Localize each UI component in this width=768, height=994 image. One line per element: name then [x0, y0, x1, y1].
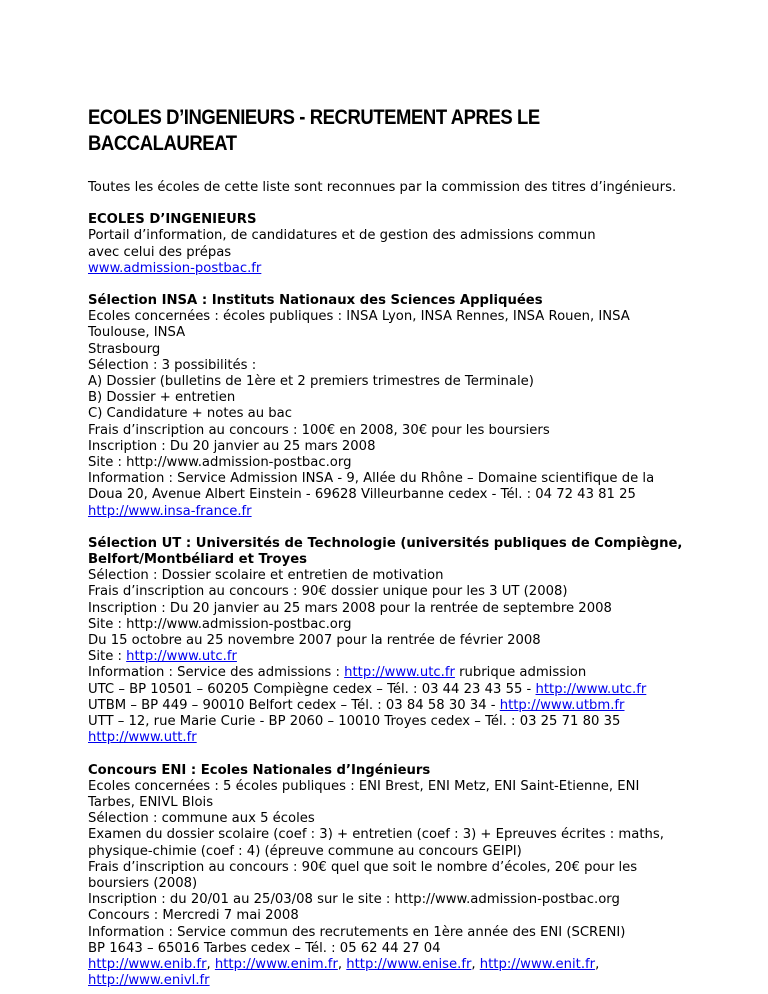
text-line: Strasbourg — [88, 341, 161, 357]
text-line: Frais d’inscription au concours : 100€ en 2008, 30€ pour les boursiers — [88, 422, 550, 438]
text-line: Ecoles concernées : 5 écoles publiques : ENI Brest, ENI Metz, ENI Saint-Etienne, ENI — [88, 778, 640, 794]
text-line: Portail d’information, de candidatures et de gestion des admissions commun — [88, 228, 596, 244]
text-line: physique-chimie (coef : 4) (épreuve commune au concours GEIPI) — [88, 843, 522, 859]
insa-france-link[interactable]: http://www.insa-france.fr — [88, 503, 252, 519]
text-line: Ecoles concernées : écoles publiques : INSA Lyon, INSA Rennes, INSA Rouen, INSA — [88, 309, 630, 325]
text-line: Sélection : 3 possibilités : — [88, 357, 257, 373]
info-line: Information : Service des admissions : http://www.utc.fr rubrique admission — [88, 665, 587, 681]
section-ecoles — [88, 212, 688, 277]
enise-link[interactable]: http://www.enise.fr — [346, 956, 472, 972]
intro-text: Toutes les écoles de cette liste sont reconnues par la commission des titres d’ingénieurs. — [88, 180, 677, 195]
text-line: BP 1643 – 65016 Tarbes cedex – Tél. : 05 62 44 27 04 — [88, 940, 441, 956]
utc-link[interactable]: http://www.utc.fr — [126, 649, 237, 665]
text-line: Site : http://www.admission-postbac.org — [88, 455, 352, 471]
text-line: Site : http://www.admission-postbac.org — [88, 616, 352, 632]
utc-link[interactable]: http://www.utc.fr — [344, 665, 455, 681]
document-page — [88, 104, 688, 989]
text-line: Concours : Mercredi 7 mai 2008 — [88, 908, 299, 924]
text-line: Frais d’inscription au concours : 90€ quel que soit le nombre d’écoles, 20€ pour les — [88, 859, 638, 875]
text-line: Inscription : Du 20 janvier au 25 mars 2008 pour la rentrée de septembre 2008 — [88, 600, 612, 616]
text-line: A) Dossier (bulletins de 1ère et 2 premiers trimestres de Terminale) — [88, 374, 534, 390]
address-line: UTT – 12, rue Marie Curie - BP 2060 – 10010 Troyes cedex – Tél. : 03 25 71 80 35 — [88, 714, 621, 730]
section-insa — [88, 293, 688, 520]
enit-link[interactable]: http://www.enit.fr — [479, 956, 596, 972]
text-line: Doua 20, Avenue Albert Einstein - 69628 Villeurbanne cedex - Tél. : 04 72 43 81 25 — [88, 487, 636, 503]
address-line: UTC – BP 10501 – 60205 Compiègne cedex – Tél. : 03 44 23 43 55 - http://www.utc.fr — [88, 681, 647, 697]
text-line: Toulouse, INSA — [88, 325, 186, 341]
text-line: Tarbes, ENIVL Blois — [88, 794, 214, 810]
text-line: Examen du dossier scolaire (coef : 3) + entretien (coef : 3) + Epreuves écrites : maths, — [88, 827, 664, 843]
text-line: Information : Service Admission INSA - 9, Allée du Rhône – Domaine scientifique de la — [88, 471, 655, 487]
site-line: Site : http://www.utc.fr — [88, 649, 237, 665]
section-heading: Sélection UT : Universités de Technologie (universités publiques de Compiègne, — [88, 535, 683, 551]
section-heading-cont: Belfort/Montbéliard et Troyes — [88, 552, 308, 568]
title-line: BACCALAUREAT — [88, 131, 237, 155]
text-line: Frais d’inscription au concours : 90€ dossier unique pour les 3 UT (2008) — [88, 584, 568, 600]
address-line: UTBM – BP 449 – 90010 Belfort cedex – Tél. : 03 84 58 30 34 - http://www.utbm.fr — [88, 697, 625, 713]
utbm-link[interactable]: http://www.utbm.fr — [499, 697, 625, 713]
admission-postbac-link[interactable]: www.admission-postbac.fr — [88, 260, 262, 276]
utc-link[interactable]: http://www.utc.fr — [535, 681, 647, 697]
utt-link[interactable]: http://www.utt.fr — [88, 730, 197, 746]
section-heading: ECOLES D’INGENIEURS — [88, 212, 257, 228]
text-line: Du 15 octobre au 25 novembre 2007 pour la rentrée de février 2008 — [88, 633, 541, 649]
text-line: avec celui des prépas — [88, 244, 232, 260]
text-line: Information : Service commun des recrutements en 1ère année des ENI (SCRENI) — [88, 924, 626, 940]
text-line: Inscription : du 20/01 au 25/03/08 sur le site : http://www.admission-postbac.org — [88, 892, 620, 908]
text-line: C) Candidature + notes au bac — [88, 406, 292, 422]
text-line: Sélection : Dossier scolaire et entretien de motivation — [88, 568, 444, 584]
enivl-link[interactable]: http://www.enivl.fr — [88, 973, 210, 989]
enim-link[interactable]: http://www.enim.fr — [214, 956, 338, 972]
page-title — [88, 104, 707, 156]
section-ut — [88, 536, 688, 747]
text-line: boursiers (2008) — [88, 875, 198, 891]
section-heading: Concours ENI : Ecoles Nationales d’Ingénieurs — [88, 762, 431, 778]
title-line: ECOLES D’INGENIEURS - RECRUTEMENT APRES LE — [88, 105, 540, 129]
section-heading: Sélection INSA : Instituts Nationaux des Sciences Appliquées — [88, 293, 543, 309]
text-line: Sélection : commune aux 5 écoles — [88, 811, 315, 827]
text-line: B) Dossier + entretien — [88, 390, 236, 406]
section-eni — [88, 763, 688, 990]
enib-link[interactable]: http://www.enib.fr — [88, 956, 207, 972]
links-line: http://www.enib.fr, http://www.enim.fr, http://www.enise.fr, http://www.enit.fr, — [88, 956, 600, 972]
text-line: Inscription : Du 20 janvier au 25 mars 2008 — [88, 438, 376, 454]
